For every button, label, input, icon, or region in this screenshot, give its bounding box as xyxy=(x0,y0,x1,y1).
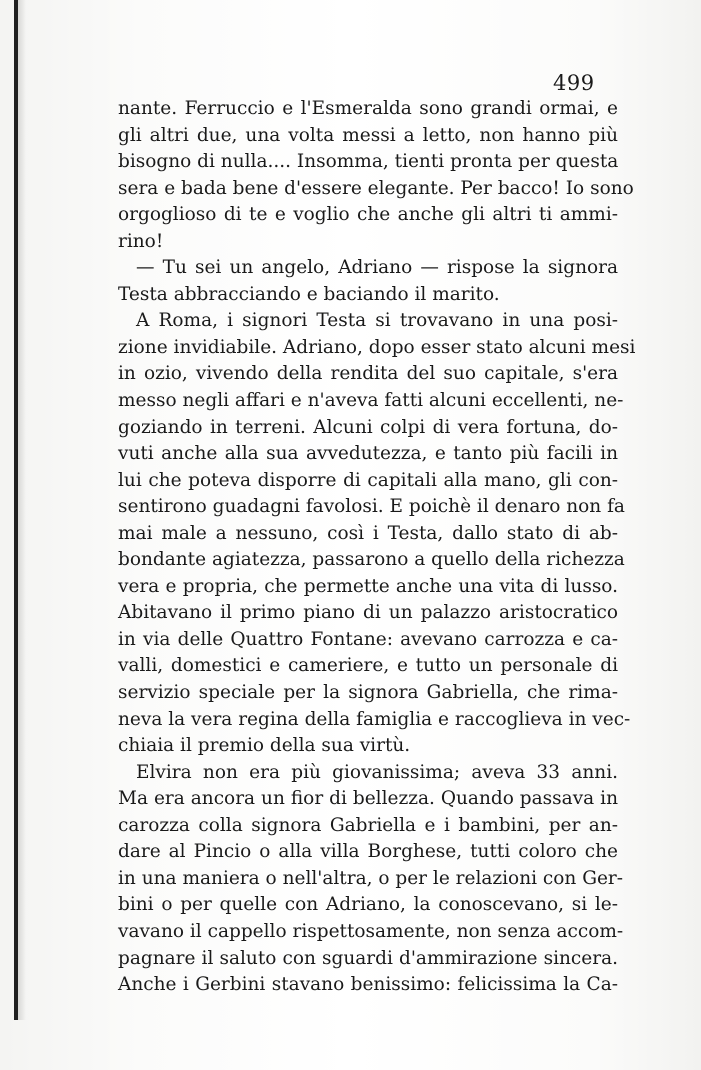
text-line: Abitavano il primo piano di un palazzo aristocratico xyxy=(118,602,618,624)
text-line: bondante agiatezza, passarono a quello della richezza xyxy=(118,549,625,571)
text-line: chiaia il premio della sua virtù. xyxy=(118,735,411,757)
text-line: — Tu sei un angelo, Adriano — rispose la signora xyxy=(136,257,618,279)
text-line: vuti anche alla sua avvedutezza, e tanto più facili in xyxy=(118,443,618,465)
text-line: Anche i Gerbini stavano benissimo: felicissima la Ca- xyxy=(118,974,618,996)
text-line: nante. Ferruccio e l'Esmeralda sono grandi ormai, e xyxy=(118,98,618,119)
text-line: vavano il cappello rispettosamente, non senza accom- xyxy=(118,920,624,942)
body-text xyxy=(118,96,636,999)
text-line: mai male a nessuno, così i Testa, dallo stato di ab- xyxy=(118,522,618,544)
text-line: valli, domestici e cameriere, e tutto un personale di xyxy=(118,655,618,677)
page-number: 499 xyxy=(553,71,595,95)
text-line: dare al Pincio o alla villa Borghese, tutti coloro che xyxy=(118,841,618,863)
text-line: neva la vera regina della famiglia e raccoglieva in vec- xyxy=(118,708,631,730)
text-line: bisogno di nulla.... Insomma, tienti pronta per questa xyxy=(118,151,619,173)
text-line: lui che poteva disporre di capitali alla mano, gli con- xyxy=(118,469,618,491)
text-line: messo negli affari e n'aveva fatti alcuni eccellenti, ne- xyxy=(118,390,624,412)
text-line: Elvira non era più giovanissima; aveva 33 anni. xyxy=(136,761,618,783)
text-line: pagnare il saluto con sguardi d'ammirazione sincera. xyxy=(118,947,618,969)
text-line: servizio speciale per la signora Gabriella, che rima- xyxy=(118,682,618,704)
text-line: gli altri due, una volta messi a letto, non hanno più xyxy=(118,124,618,146)
text-line: sera e bada bene d'essere elegante. Per bacco! Io sono xyxy=(118,177,634,199)
text-line: goziando in terreni. Alcuni colpi di vera fortuna, do- xyxy=(118,416,618,438)
text-line: in una maniera o nell'altra, o per le relazioni con Ger- xyxy=(118,867,624,889)
text-line: A Roma, i signori Testa si trovavano in una posi- xyxy=(136,310,618,332)
text-line: zione invidiabile. Adriano, dopo esser stato alcuni mesi xyxy=(118,336,636,358)
spine-shadow xyxy=(18,0,26,1020)
text-line: vera e propria, che permette anche una vita di lusso. xyxy=(118,575,618,597)
text-line: bini o per quelle con Adriano, la conoscevano, si le- xyxy=(118,894,618,916)
text-line: sentirono guadagni favolosi. E poichè il denaro non fa xyxy=(118,496,625,518)
text-line: in ozio, vivendo della rendita del suo capitale, s'era xyxy=(118,363,618,385)
text-line: Ma era ancora un fior di bellezza. Quando passava in xyxy=(118,788,618,810)
text-line: orgoglioso di te e voglio che anche gli altri ti ammi- xyxy=(118,204,618,226)
text-line: carozza colla signora Gabriella e i bambini, per an- xyxy=(118,814,618,836)
text-line: rino! xyxy=(118,230,164,252)
text-line: in via delle Quattro Fontane: avevano carrozza e ca- xyxy=(118,628,618,650)
text-line: Testa abbracciando e baciando il marito. xyxy=(118,283,500,305)
